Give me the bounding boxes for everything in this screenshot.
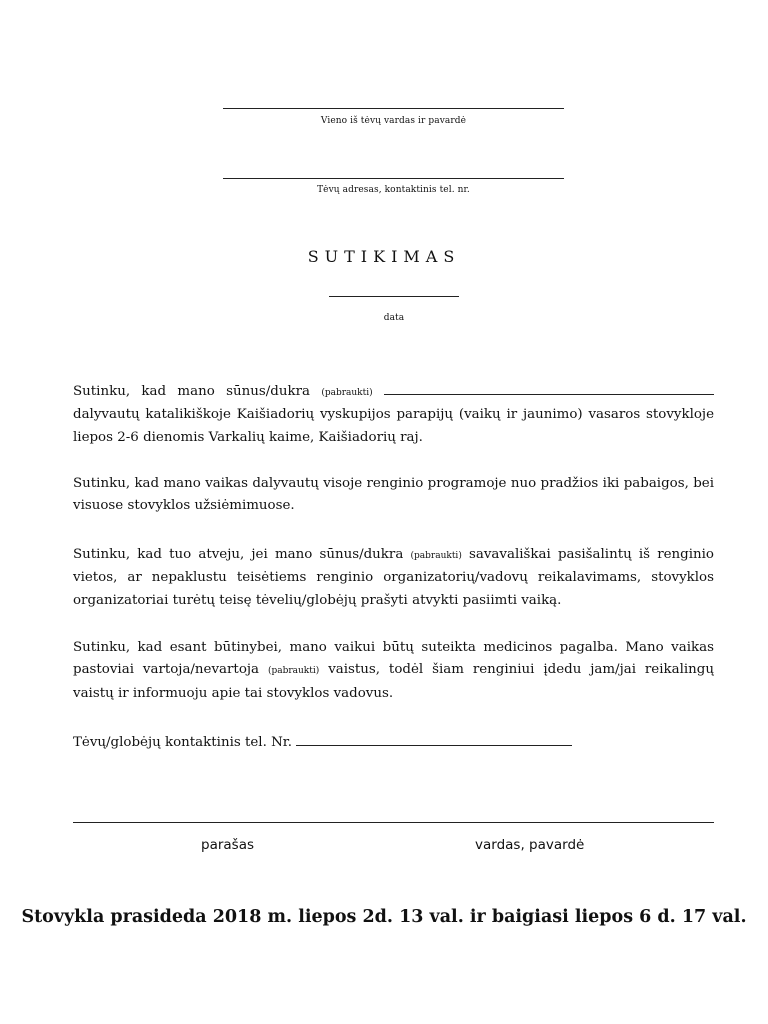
date-line: [329, 296, 459, 297]
p3-text-start: Sutinku, kad tuo atveju, jei mano sūnus/dukra: [73, 547, 404, 562]
contact-phone-fill-line: [296, 744, 572, 746]
p4-underline-note: (pabraukti): [267, 666, 320, 677]
contact-phone-row: [73, 732, 714, 754]
p1-underline-note: (pabraukti): [321, 388, 373, 398]
signature-line: [73, 822, 714, 823]
signature-label: parašas: [201, 837, 255, 853]
p1-text-start: Sutinku, kad mano sūnus/dukra: [73, 384, 310, 399]
p3-text-rest: savavališkai pasišalintų iš renginio vietos, ar nepaklustu teisėtiems renginio organizatorių/vadovų reikalavimams, stovyklos organizatoriai turėtų teisę tėvelių/globėjų prašyti atvykti pasiimti vaiką.: [73, 547, 714, 608]
consent-paragraph-leaving: [73, 544, 714, 612]
parent-name-caption: Vieno iš tėvų vardas ir pavardė: [320, 116, 467, 126]
camp-schedule-note: Stovykla prasideda 2018 m. liepos 2d. 13 val. ir baigiasi liepos 6 d. 17 val.: [21, 907, 747, 927]
signature-name-label: vardas, pavardė: [475, 837, 585, 853]
document-title: SUTIKIMAS: [307, 247, 461, 266]
parent-address-caption: Tėvų adresas, kontaktinis tel. nr.: [317, 185, 470, 195]
date-caption: data: [383, 313, 405, 323]
contact-phone-label: Tėvų/globėjų kontaktinis tel. Nr.: [73, 735, 292, 750]
parent-address-line: [223, 178, 564, 179]
consent-paragraph-participation: [73, 381, 714, 449]
child-name-fill-line: [384, 393, 714, 395]
p3-underline-note: (pabraukti): [410, 551, 462, 561]
consent-paragraph-program: Sutinku, kad mano vaikas dalyvautų visoje renginio programoje nuo pradžios iki pabaigos, bei visuose stovyklos užsiėmimuose.: [73, 476, 714, 514]
p4-text-rest: vaistus, todėl šiam renginiui įdedu jam/jai reikalingų vaistų ir informuoju apie tai stovyklos vadovus.: [73, 662, 714, 701]
p4-text-start: Sutinku, kad esant būtinybei, mano vaikui būtų suteikta medicinos pagalba. Mano vaikas pastoviai vartoja/nevartoja: [73, 640, 714, 678]
consent-paragraph-medical: [73, 637, 714, 705]
p1-text-rest: dalyvautų katalikiškoje Kaišiadorių vyskupijos parapijų (vaikų ir jaunimo) vasaros stovykloje liepos 2-6 dienomis Varkalių kaime, Kaišiadorių raj.: [73, 407, 714, 445]
parent-name-line: [223, 108, 564, 109]
